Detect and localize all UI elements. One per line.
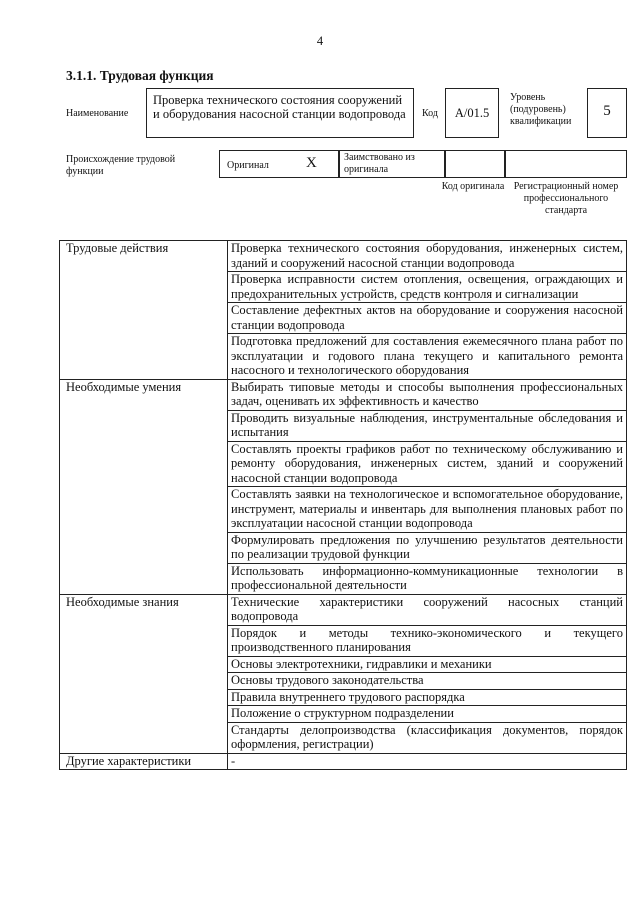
code-label: Код xyxy=(422,108,438,119)
name-value: Проверка технического состояния сооружений и оборудования насосной станции водопровода xyxy=(153,93,406,121)
section-item: Подготовка предложений для составления ежемесячного плана работ по эксплуатации и годового плана текущего и капитального ремонта насосного и технологического оборудования xyxy=(228,334,627,380)
original-code-box xyxy=(445,150,505,178)
section-category: Необходимые знания xyxy=(60,594,228,753)
section-item: Стандарты делопроизводства (классификация документов, порядок оформления, регистрации) xyxy=(228,722,627,753)
section-title: 3.1.1. Трудовая функция xyxy=(66,68,214,83)
labor-function-table-body xyxy=(60,241,627,770)
section-item: Формулировать предложения по улучшению результатов деятельности по реализации трудовой функции xyxy=(228,532,627,563)
section-category: Трудовые действия xyxy=(60,241,228,380)
table-row xyxy=(60,594,627,625)
original-box xyxy=(219,150,339,178)
section-item: Порядок и методы технико-экономического и текущего производственного планирования xyxy=(228,625,627,656)
section-category: Другие характеристики xyxy=(60,753,228,770)
code-value: А/01.5 xyxy=(454,106,490,120)
registration-number-box xyxy=(505,150,627,178)
section-item: Составление дефектных актов на оборудование и сооружения насосной станции водопровода xyxy=(228,303,627,334)
name-label: Наименование xyxy=(66,108,129,119)
section-item: Выбирать типовые методы и способы выполнения профессиональных задач, оценивать их эффективность и качество xyxy=(228,379,627,410)
section-item: Проверка исправности систем отопления, освещения, ограждающих и предохранительных устройств, средств контроля и сигнализации xyxy=(228,272,627,303)
table-row xyxy=(60,241,627,272)
name-value-box xyxy=(146,88,414,138)
level-value-box xyxy=(587,88,627,138)
section-item: - xyxy=(228,753,627,770)
section-item: Составлять заявки на технологическое и вспомогательное оборудование, инструмент, материалы и инвентарь для выполнения плановых работ по эксплуатации насосной станции водопровода xyxy=(228,487,627,533)
section-category: Необходимые умения xyxy=(60,379,228,594)
section-item: Правила внутреннего трудового распорядка xyxy=(228,689,627,706)
labor-function-table xyxy=(59,240,627,770)
level-value: 5 xyxy=(603,103,611,119)
page-number: 4 xyxy=(316,34,324,48)
table-row xyxy=(60,753,627,770)
section-item: Технические характеристики сооружений насосных станций водопровода xyxy=(228,594,627,625)
origin-label: Происхождение трудовой функции xyxy=(66,154,176,177)
section-item: Составлять проекты графиков работ по техническому обслуживанию и ремонту оборудования, инженерных систем, зданий и сооружений насосной станции водопровода xyxy=(228,441,627,487)
section-item: Положение о структурном подразделении xyxy=(228,706,627,723)
original-mark: X xyxy=(306,155,317,171)
original-label: Оригинал xyxy=(227,160,269,171)
registration-number-caption: Регистрационный номер профессионального стандарта xyxy=(513,181,619,216)
section-item: Использовать информационно-коммуникационные технологии в профессиональной деятельности xyxy=(228,563,627,594)
section-item: Проводить визуальные наблюдения, инструментальные обследования и испытания xyxy=(228,410,627,441)
section-item: Основы трудового законодательства xyxy=(228,673,627,690)
code-value-box xyxy=(445,88,499,138)
section-item: Проверка технического состояния оборудования, инженерных систем, зданий и сооружений насосной станции водопровода xyxy=(228,241,627,272)
borrowed-label: Заимствовано из оригинала xyxy=(344,152,415,175)
table-row xyxy=(60,379,627,410)
original-code-caption: Код оригинала xyxy=(441,181,505,192)
borrowed-box xyxy=(339,150,445,178)
level-label: Уровень (подуровень) квалификации xyxy=(510,92,572,127)
section-item: Основы электротехники, гидравлики и механики xyxy=(228,656,627,673)
